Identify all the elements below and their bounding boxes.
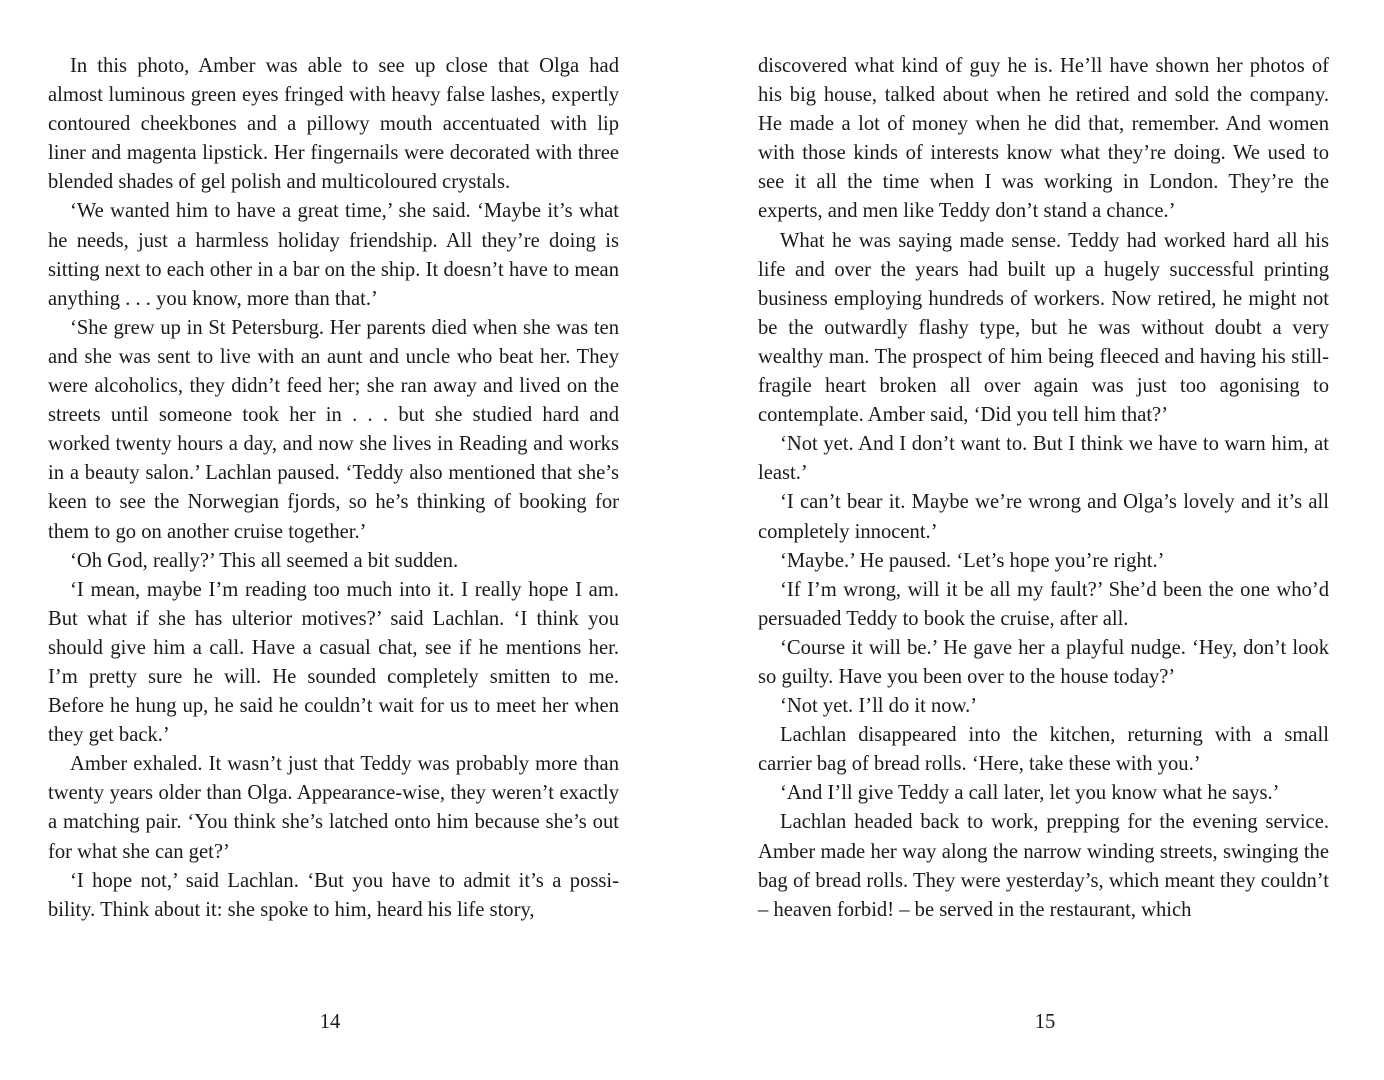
paragraph: ‘And I’ll give Teddy a call later, let you know what he says.’ [780,782,1280,805]
paragraph: ‘Course it will be.’ He gave her a playful nudge. ‘Hey, don’t look so guilty. Have you been over to the house today?’ [758,636,1329,688]
paragraph: What he was saying made sense. Teddy had worked hard all his life and over the years had built up a hugely successful printing business employing hundreds of workers. Now retired, he might not be the outwardly flashy type, but he was without doubt a very wealthy man. The prospect of him being fleeced and having his still-fragile heart broken all over again was just too agonising to contemplate. Amber said, ‘Did you tell him that?’ [758,229,1329,427]
paragraph: ‘I mean, maybe I’m reading too much into it. I really hope I am. But what if she has ulterior motives?’ said Lachlan. ‘I think you should give him a call. Have a casual chat, see if he mentions her. I’m pretty sure he will. He sounded completely smitten to me. Before he hung up, he said he couldn’t wait for us to meet her when they get back.’ [48,578,619,747]
paragraph: ‘Not yet. I’ll do it now.’ [780,695,978,718]
paragraph: ‘She grew up in St Petersburg. Her parents died when she was ten and she was sent to live with an aunt and uncle who beat her. They were alcoholics, they didn’t feed her; she ran away and lived on the streets until someone took her in . . . but she studied hard and worked twenty hours a day, and now she lives in Reading and works in a beauty salon.’ Lachlan paused. ‘Teddy also mentioned that she’s keen to see the Norwegian fjords, so he’s thinking of booking for them to go on another cruise together.’ [48,316,619,543]
page-number: 15 [1034,1011,1056,1033]
paragraph: ‘If I’m wrong, will it be all my fault?’ She’d been the one who’d persuaded Teddy to book the cruise, after all. [758,578,1329,630]
right-page [758,52,1329,925]
paragraph: ‘Maybe.’ He paused. ‘Let’s hope you’re right.’ [780,549,1165,572]
paragraph: ‘Oh God, really?’ This all seemed a bit sudden. [70,549,459,572]
paragraph: ‘We wanted him to have a great time,’ she said. ‘Maybe it’s what he needs, just a harmless holiday friendship. All they’re doing is sitting next to each other in a bar on the ship. It doesn’t have to mean anything . . . you know, more than that.’ [48,200,619,310]
paragraph: In this photo, Amber was able to see up close that Olga had almost luminous green eyes fringed with heavy false lashes, expertly contoured cheekbones and a pillowy mouth accentuated with lip liner and magenta lipstick. Her fingernails were decorated with three blended shades of gel polish and multicoloured crystals. [48,55,619,194]
paragraph: ‘Not yet. And I don’t want to. But I think we have to warn him, at least.’ [758,433,1329,485]
paragraph: Amber exhaled. It wasn’t just that Teddy was probably more than twenty years older than Olga. Appearance-wise, they weren’t exactly a matching pair. ‘You think she’s latched onto him because she’s out for what she can get?’ [48,753,619,863]
paragraph: Lachlan disappeared into the kitchen, returning with a small carrier bag of bread rolls. ‘Here, take these with you.’ [758,724,1329,776]
page-number: 14 [319,1011,341,1033]
paragraph: discovered what kind of guy he is. He’ll have shown her photos of his big house, talked about when he retired and sold the company. He made a lot of money when he did that, remember. And women with those kinds of interests know what they’re doing. We used to see it all the time when I was working in London. They’re the experts, and men like Teddy don’t stand a chance.’ [758,55,1329,223]
paragraph: ‘I can’t bear it. Maybe we’re wrong and Olga’s lovely and it’s all completely innocent.’ [758,491,1329,543]
paragraph: Lachlan headed back to work, prepping for the evening service. Amber made her way along the narrow winding streets, swinging the bag of bread rolls. They were yesterday’s, which meant they couldn’t – heaven forbid! – be served in the restaurant, which [758,811,1329,921]
left-page [48,52,619,925]
paragraph: ‘I hope not,’ said Lachlan. ‘But you have to admit it’s a possibility. Think about it: she spoke to him, heard his life story, [48,869,619,921]
